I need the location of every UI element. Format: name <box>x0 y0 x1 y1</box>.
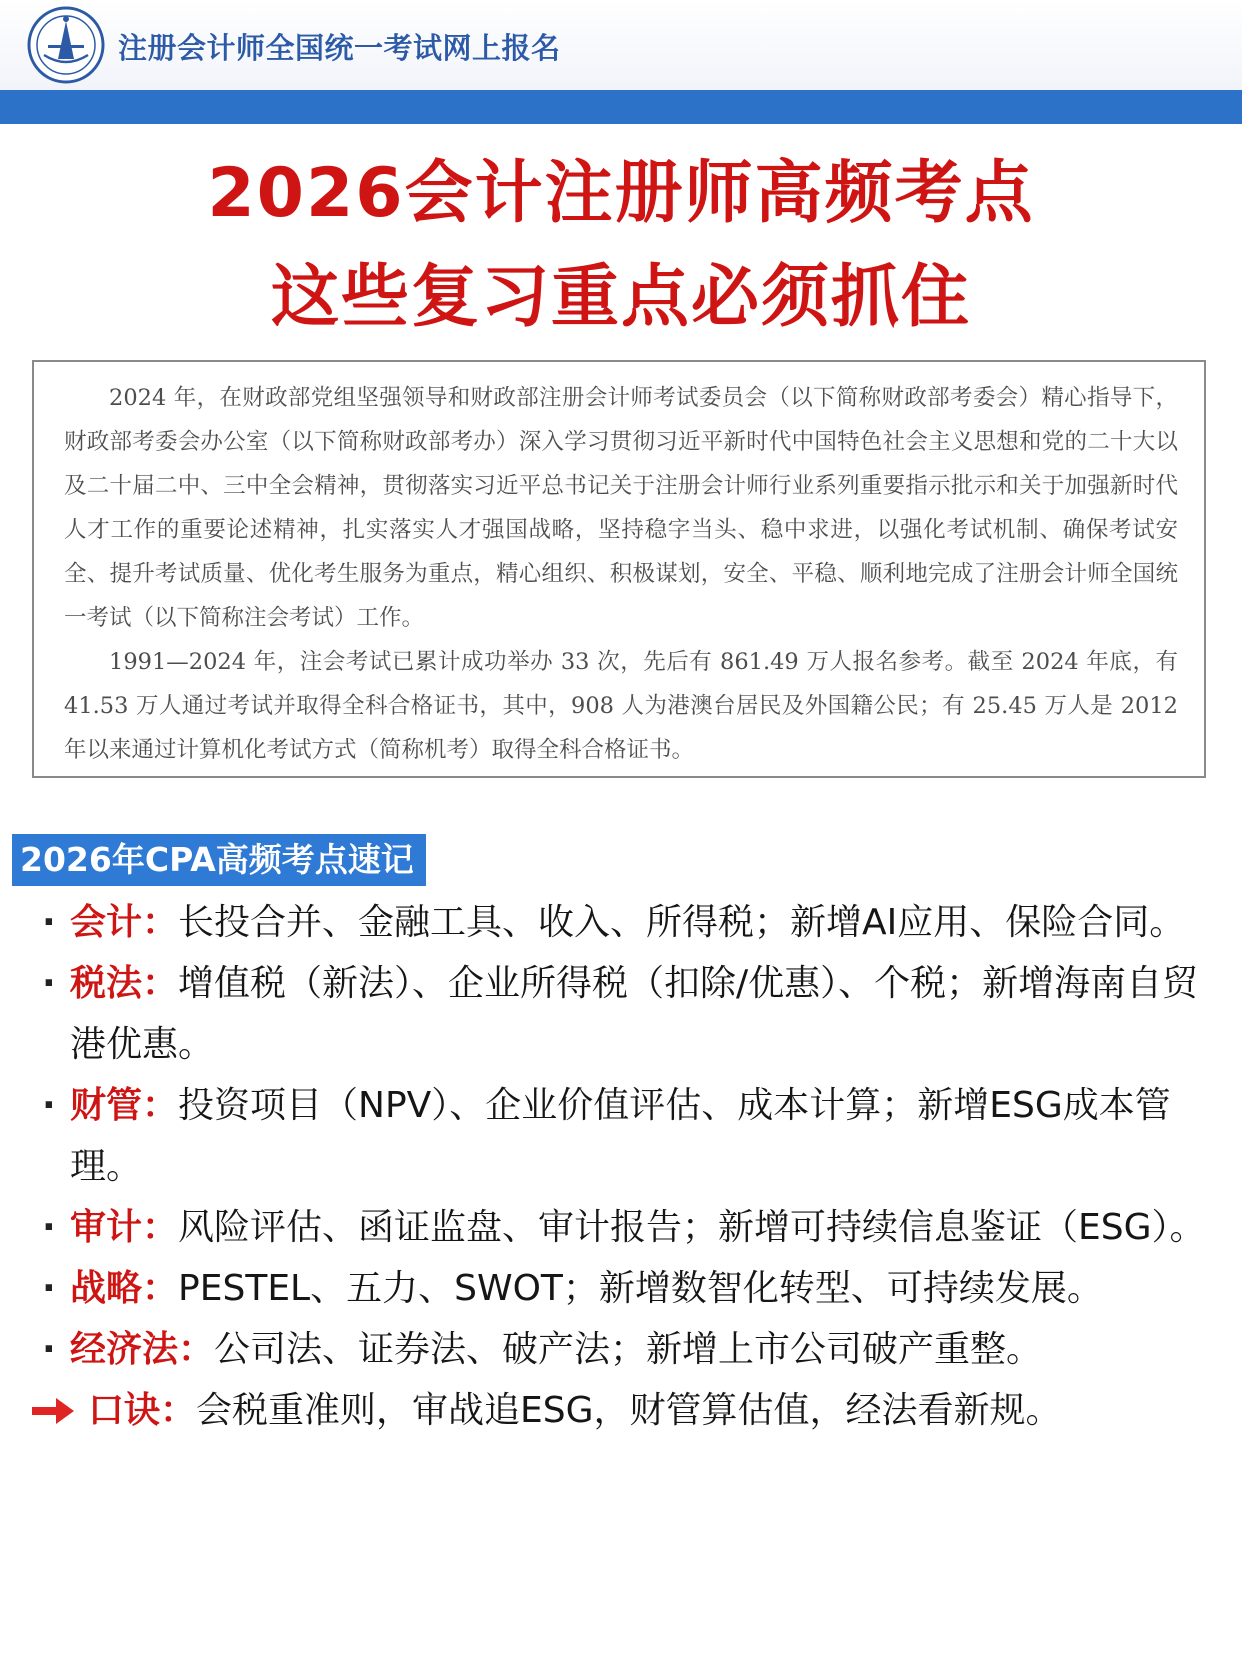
bullet: · <box>42 1085 56 1126</box>
header <box>0 0 1242 90</box>
list-item <box>40 953 1230 1075</box>
quote-box <box>32 360 1206 778</box>
main-title-line2: 这些复习重点必须抓住 <box>270 258 971 337</box>
item-label: 审计： <box>70 1207 179 1248</box>
list-item <box>40 1319 1230 1380</box>
list-item <box>40 1075 1230 1197</box>
list-item <box>40 1197 1230 1258</box>
mnemonic <box>40 1380 1230 1441</box>
site-title: 注册会计师全国统一考试网上报名 <box>118 31 561 65</box>
item-label: 经济法： <box>70 1329 215 1370</box>
list-item <box>40 892 1230 953</box>
key-points-list <box>40 892 1230 1441</box>
mnemonic-text: 会税重准则，审战追ESG，财管算估值，经法看新规。 <box>196 1390 1062 1431</box>
quote-paragraph-2: 1991—2024 年，注会考试已累计成功举办 33 次，先后有 861.49 万人报名参考。截至 2024 年底，有 41.53 万人通过考试并取得全科合格证书，其中，908 人为港澳台居民及外国籍公民；有 25.45 万人是 2012 年以来通过计算机化考试方式（简称机考）取得全科合格证书。 <box>64 649 1178 763</box>
item-text: PESTEL、五力、SWOT；新增数智化转型、可持续发展。 <box>178 1268 1103 1309</box>
bullet: · <box>42 963 56 1004</box>
bullet: · <box>42 1207 56 1248</box>
item-text: 投资项目（NPV）、企业价值评估、成本计算；新增ESG成本管理。 <box>70 1085 1171 1187</box>
item-text: 增值税（新法）、企业所得税（扣除/优惠）、个税；新增海南自贸港优惠。 <box>70 963 1199 1065</box>
list-item <box>40 1258 1230 1319</box>
main-title <box>0 142 1242 350</box>
item-label: 税法： <box>70 963 179 1004</box>
cicpa-emblem-icon <box>26 5 106 85</box>
item-label: 财管： <box>70 1085 179 1126</box>
bullet: · <box>42 1268 56 1309</box>
section-label: 2026年CPA高频考点速记 <box>12 834 426 886</box>
header-bar <box>0 90 1242 124</box>
item-label: 战略： <box>70 1268 179 1309</box>
item-text: 长投合并、金融工具、收入、所得税；新增AI应用、保险合同。 <box>178 902 1186 943</box>
item-text: 公司法、证券法、破产法；新增上市公司破产重整。 <box>214 1329 1043 1370</box>
bullet: · <box>42 1329 56 1370</box>
red-arrow-icon <box>32 1396 76 1426</box>
item-text: 风险评估、函证监盘、审计报告；新增可持续信息鉴证（ESG）。 <box>178 1207 1206 1248</box>
bullet: · <box>42 902 56 943</box>
quote-paragraph-1: 2024 年，在财政部党组坚强领导和财政部注册会计师考试委员会（以下简称财政部考委会）精心指导下，财政部考委会办公室（以下简称财政部考办）深入学习贯彻习近平新时代中国特色社会主义思想和党的二十大以及二十届二中、三中全会精神，贯彻落实习近平总书记关于注册会计师行业系列重要指示批示和关于加强新时代人才工作的重要论述精神，扎实落实人才强国战略，坚持稳字当头、稳中求进，以强化考试机制、确保考试安全、提升考试质量、优化考生服务为重点，精心组织、积极谋划，安全、平稳、顺利地完成了注册会计师全国统一考试（以下简称注会考试）工作。 <box>64 385 1178 631</box>
item-label: 会计： <box>70 902 179 943</box>
main-title-line1: 2026会计注册师高频考点 <box>207 154 1035 233</box>
mnemonic-label: 口诀： <box>88 1390 197 1431</box>
